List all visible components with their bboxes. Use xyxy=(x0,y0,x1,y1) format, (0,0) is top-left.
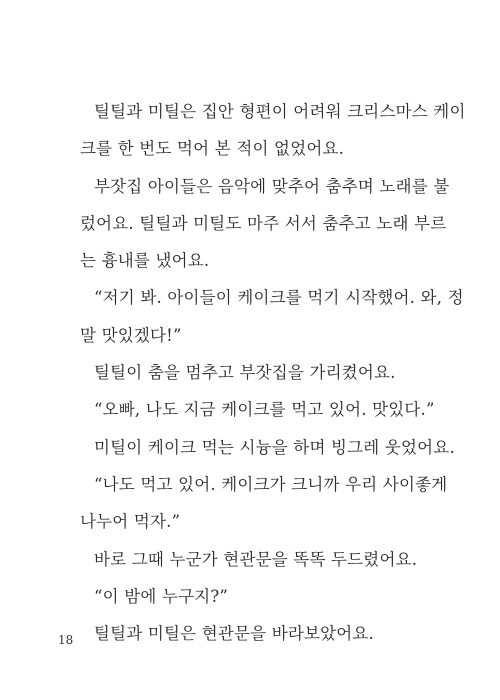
text-line: 나누어 먹자.” xyxy=(80,512,181,532)
text-line: 틸틸과 미틸은 집안 형편이 어려워 크리스마스 케이 xyxy=(94,102,466,121)
text-line: “이 밤에 누구지?” xyxy=(94,586,229,606)
text-line: 말 맛있겠다!” xyxy=(80,325,182,345)
text-line: 틸틸과 미틸은 현관문을 바라보았어요. xyxy=(94,624,375,644)
text-line: “나도 먹고 있어. 케이크가 크니까 우리 사이좋게 xyxy=(94,474,448,494)
body-text xyxy=(80,93,466,652)
text-line: 크를 한 번도 먹어 본 적이 없었어요. xyxy=(80,139,345,159)
text-line: 바로 그때 누군가 현관문을 똑똑 두드렸어요. xyxy=(94,549,418,569)
text-line: “저기 봐. 아이들이 케이크를 먹기 시작했어. 와, 정 xyxy=(94,288,464,308)
text-line: 틸틸이 춤을 멈추고 부잣집을 가리켰어요. xyxy=(94,363,396,383)
text-line: 부잣집 아이들은 음악에 맞추어 춤추며 노래를 불 xyxy=(94,176,450,196)
text-line: 렀어요. 틸틸과 미틸도 마주 서서 춤추고 노래 부르 xyxy=(80,213,447,233)
text-line: 미틸이 케이크 먹는 시늉을 하며 빙그레 웃었어요. xyxy=(94,437,455,457)
text-line: “오빠, 나도 지금 케이크를 먹고 있어. 맛있다.” xyxy=(94,400,435,420)
page-number: 18 xyxy=(58,633,74,647)
text-line: 는 흉내를 냈어요. xyxy=(80,251,210,271)
